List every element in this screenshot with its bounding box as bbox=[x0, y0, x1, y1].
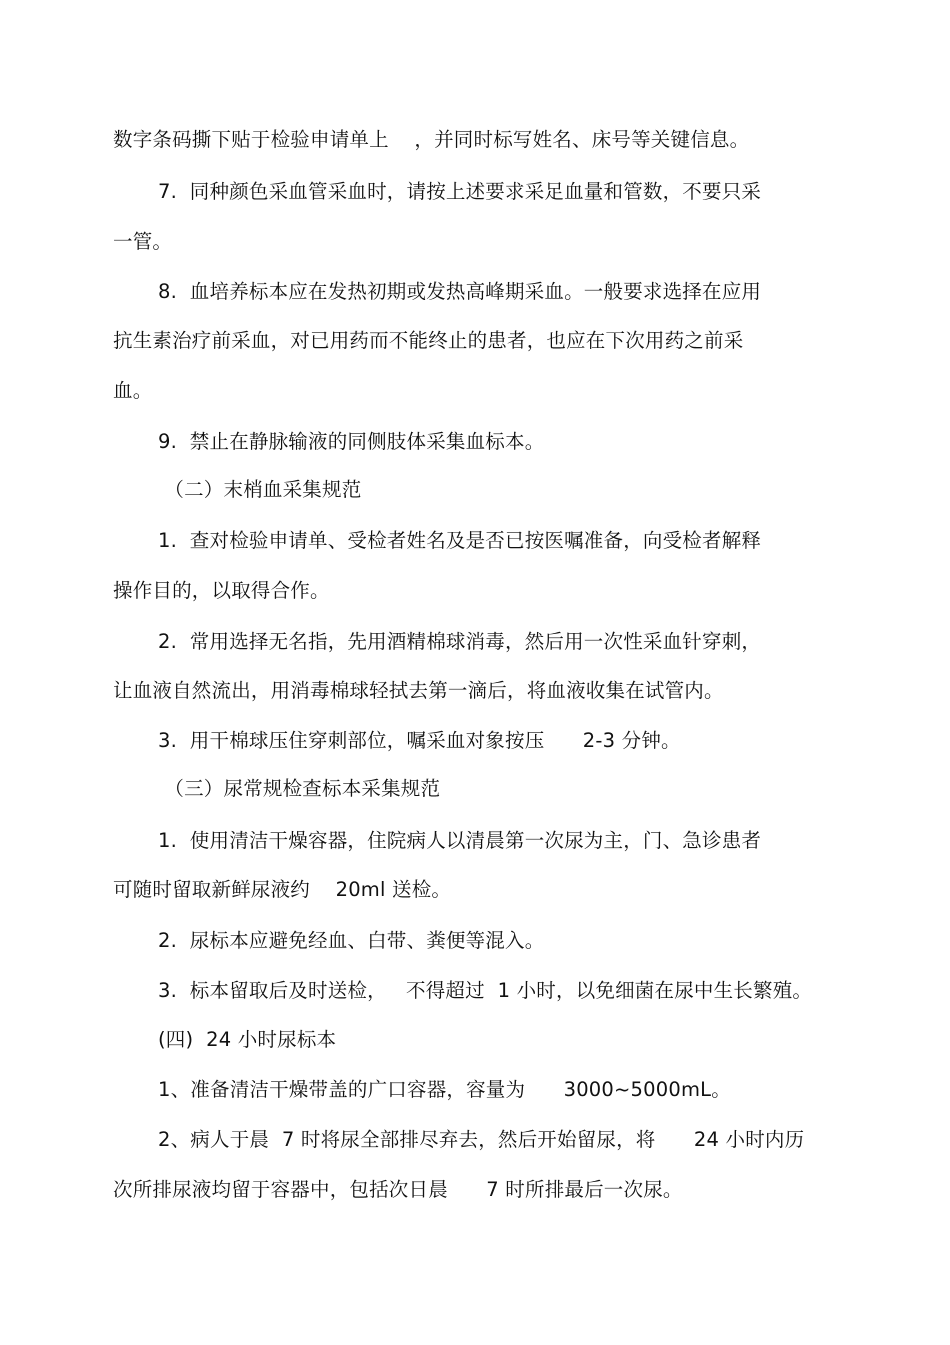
item-9-line-1: 9. 禁止在静脉输液的同侧肢体采集血标本。 bbox=[158, 430, 545, 453]
s4-item-1-line-1: 1、准备清洁干燥带盖的广口容器，容量为 3000~5000mL。 bbox=[158, 1078, 731, 1101]
s4-item-2-line-1: 2、病人于晨 7 时将尿全部排尽弃去，然后开始留尿，将 24 小时内历 bbox=[158, 1128, 805, 1151]
item-8-line-1: 8. 血培养标本应在发热初期或发热高峰期采血。一般要求选择在应用 bbox=[158, 280, 762, 303]
item-8-line-3: 血。 bbox=[113, 379, 153, 402]
section-heading-3: （三）尿常规检查标本采集规范 bbox=[158, 777, 441, 800]
s3-item-2-line-1: 2. 尿标本应避免经血、白带、粪便等混入。 bbox=[158, 929, 545, 952]
text-line-1: 数字条码撕下贴于检验申请单上 ，并同时标写姓名、床号等关键信息。 bbox=[113, 128, 750, 151]
item-8-line-2: 抗生素治疗前采血，对已用药而不能终止的患者，也应在下次用药之前采 bbox=[113, 329, 744, 352]
s2-item-3-line-1: 3. 用干棉球压住穿刺部位，嘱采血对象按压 2-3 分钟。 bbox=[158, 729, 681, 752]
item-7-line-2: 一管。 bbox=[113, 230, 173, 253]
s3-item-3-line-1: 3. 标本留取后及时送检， 不得超过 1 小时，以免细菌在尿中生长繁殖。 bbox=[158, 979, 813, 1002]
s2-item-2-line-1: 2. 常用选择无名指，先用酒精棉球消毒，然后用一次性采血针穿刺， bbox=[158, 630, 762, 653]
section-heading-2: （二）末梢血采集规范 bbox=[158, 478, 362, 501]
item-7-line-1: 7. 同种颜色采血管采血时，请按上述要求采足血量和管数，不要只采 bbox=[158, 180, 762, 203]
section-heading-4: (四) 24 小时尿标本 bbox=[158, 1028, 337, 1051]
s4-item-2-line-2: 次所排尿液均留于容器中，包括次日晨 7 时所排最后一次尿。 bbox=[113, 1178, 683, 1201]
s3-item-1-line-1: 1. 使用清洁干燥容器，住院病人以清晨第一次尿为主，门、急诊患者 bbox=[158, 829, 762, 852]
s2-item-1-line-2: 操作目的，以取得合作。 bbox=[113, 579, 330, 602]
s3-item-1-line-2: 可随时留取新鲜尿液约 20ml 送检。 bbox=[113, 878, 452, 901]
s2-item-2-line-2: 让血液自然流出，用消毒棉球轻拭去第一滴后，将血液收集在试管内。 bbox=[113, 679, 724, 702]
s2-item-1-line-1: 1. 查对检验申请单、受检者姓名及是否已按医嘱准备，向受检者解释 bbox=[158, 529, 762, 552]
